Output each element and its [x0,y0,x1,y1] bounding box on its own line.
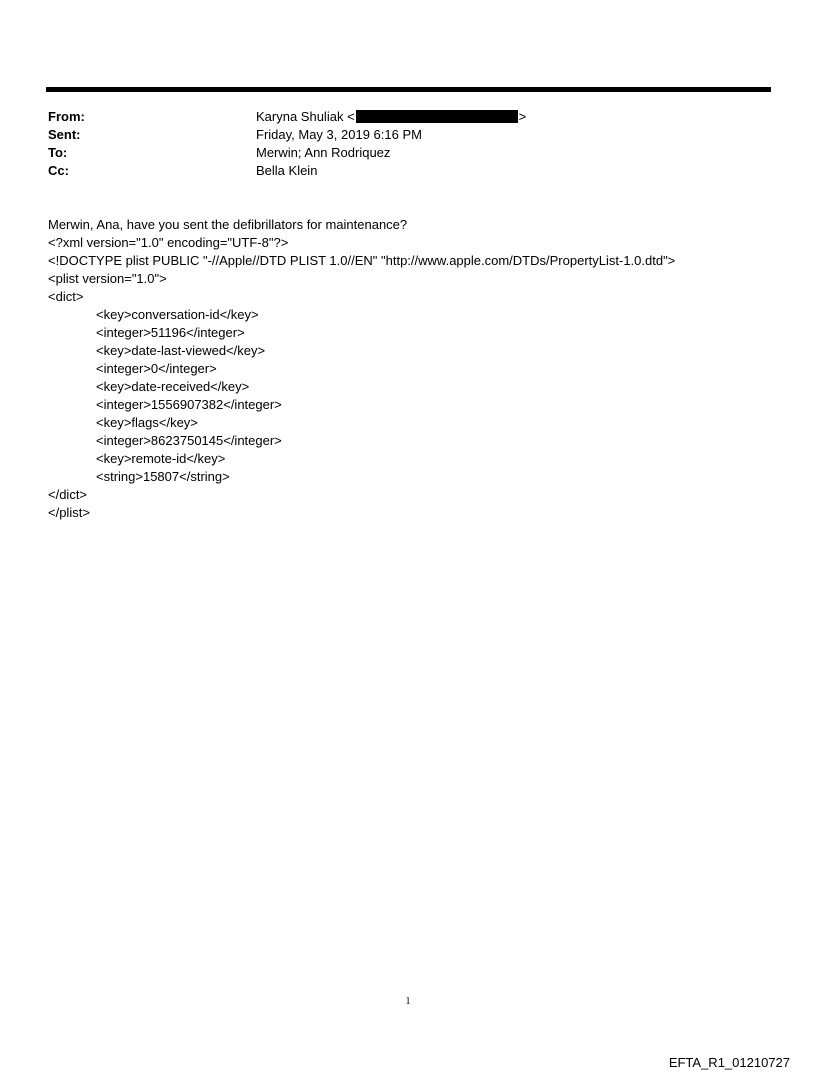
dict-line: <integer>0</integer> [96,361,217,376]
from-value [256,108,748,126]
dict-line: <key>date-last-viewed</key> [96,343,266,358]
document-id: EFTA_R1_01210727 [668,1055,790,1070]
email-body [48,216,768,522]
sent-value: Friday, May 3, 2019 6:16 PM [256,127,422,142]
from-row [48,108,748,126]
dict-line: <key>conversation-id</key> [96,307,259,322]
email-header [48,108,748,180]
sent-label: Sent: [48,127,81,142]
plist-close-tag: </plist> [48,505,90,520]
message-text: Merwin, Ana, have you sent the defibrillators for maintenance? [48,217,408,232]
header-divider [46,87,771,92]
redacted-email-address [356,110,518,123]
dict-line: <integer>51196</integer> [96,325,245,340]
dict-open-tag: <dict> [48,289,84,304]
cc-label: Cc: [48,163,69,178]
dict-line: <integer>8623750145</integer> [96,433,282,448]
doctype-line: <!DOCTYPE plist PUBLIC "-//Apple//DTD PLIST 1.0//EN" "http://www.apple.com/DTDs/PropertyList-1.0.dtd"> [48,253,676,268]
sent-row [48,126,748,144]
cc-value: Bella Klein [256,163,318,178]
cc-row [48,162,748,180]
plist-open-tag: <plist version="1.0"> [48,271,167,286]
xml-declaration: <?xml version="1.0" encoding="UTF-8"?> [48,235,289,250]
dict-line: <key>remote-id</key> [96,451,226,466]
dict-close-tag: </dict> [48,487,88,502]
dict-line: <key>date-received</key> [96,379,250,394]
page-number: 1 [405,996,411,1007]
dict-line: <string>15807</string> [96,469,230,484]
from-email-close: > [518,109,527,124]
to-value: Merwin; Ann Rodriquez [256,145,391,160]
to-row [48,144,748,162]
from-name: Karyna Shuliak [256,109,344,124]
to-label: To: [48,145,68,160]
dict-line: <integer>1556907382</integer> [96,397,282,412]
dict-line: <key>flags</key> [96,415,198,430]
from-email-open: < [347,109,355,124]
from-label: From: [48,109,85,124]
